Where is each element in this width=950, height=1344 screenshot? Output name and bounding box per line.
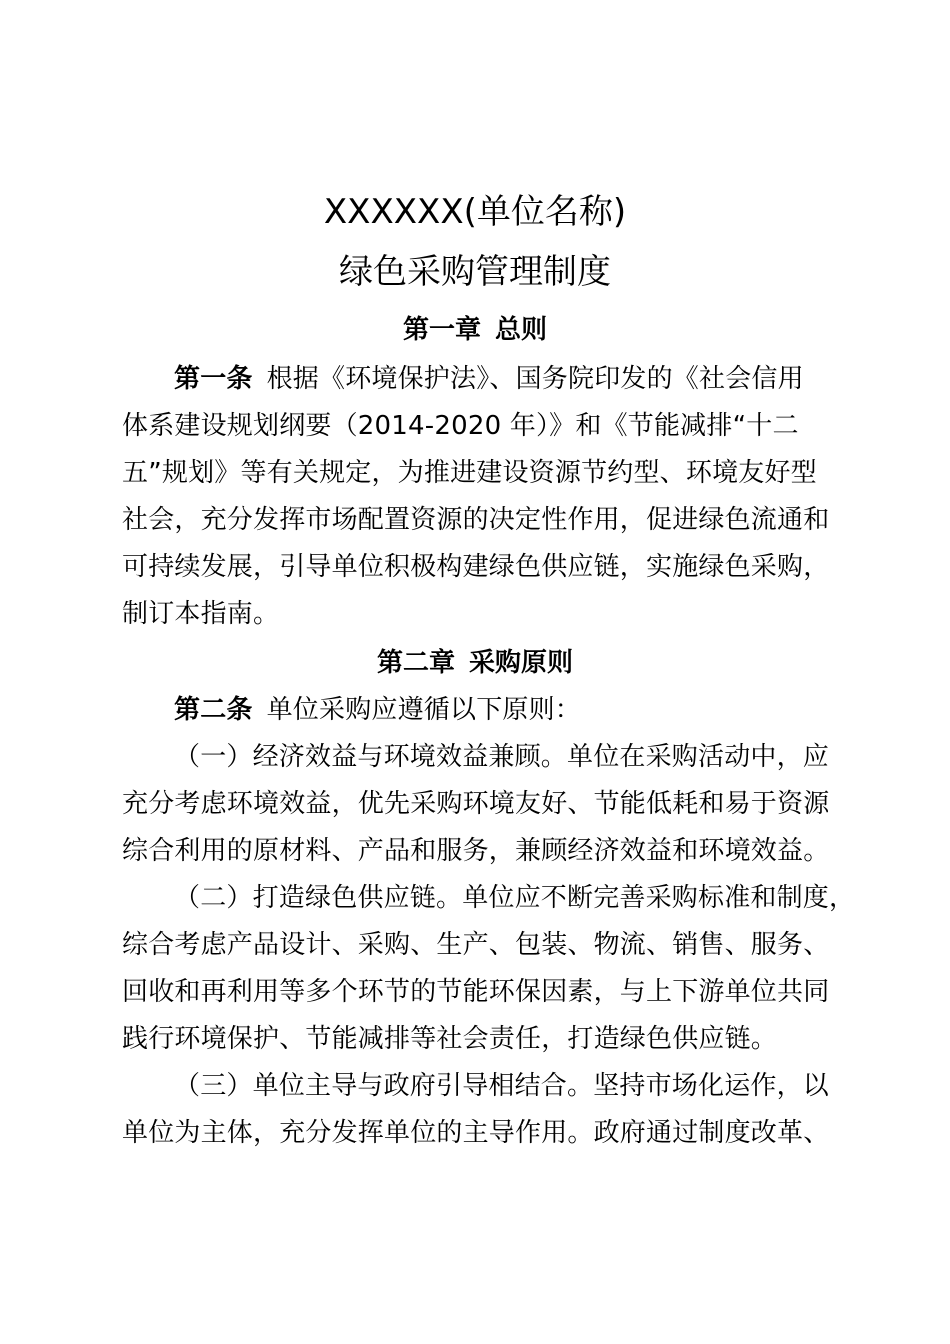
article-1-text: 根据《环境保护法》、国务院印发的《社会信用 bbox=[266, 364, 804, 394]
paragraph-line: 社会，充分发挥市场配置资源的决定性作用，促进绿色流通和 bbox=[122, 505, 830, 535]
chapter-1-number: 第一章 bbox=[402, 315, 481, 345]
article-2-line bbox=[174, 690, 894, 730]
principle-2-line: （二）打造绿色供应链。单位应不断完善采购标准和制度， bbox=[174, 883, 856, 913]
paragraph-line: 践行环境保护、节能减排等社会责任，打造绿色供应链。 bbox=[122, 1024, 778, 1054]
article-1-line-1 bbox=[174, 359, 894, 399]
paragraph-line: 制订本指南。 bbox=[122, 599, 280, 629]
chapter-1-heading bbox=[0, 310, 950, 350]
paragraph-line: 回收和再利用等多个环节的节能环保因素，与上下游单位共同 bbox=[122, 977, 830, 1007]
article-2-text: 单位采购应遵循以下原则： bbox=[266, 695, 582, 725]
paragraph-line: 五”规划》等有关规定，为推进建设资源节约型、环境友好型 bbox=[122, 458, 817, 488]
principle-1-line: （一）经济效益与环境效益兼顾。单位在采购活动中，应 bbox=[174, 742, 830, 772]
paragraph-line: 单位为主体，充分发挥单位的主导作用。政府通过制度改革、 bbox=[122, 1118, 830, 1148]
chapter-2-number: 第二章 bbox=[376, 648, 455, 678]
chapter-1-name: 总则 bbox=[495, 315, 548, 345]
principle-3-line: （三）单位主导与政府引导相结合。坚持市场化运作，以 bbox=[174, 1071, 830, 1101]
document-title-line1: XXXXXX(单位名称) bbox=[323, 192, 627, 232]
paragraph-line: 体系建设规划纲要（2014-2020 年）》和《节能减排“十二 bbox=[122, 411, 799, 441]
document-title-line2: 绿色采购管理制度 bbox=[339, 252, 611, 292]
paragraph-line: 综合利用的原材料、产品和服务，兼顾经济效益和环境效益。 bbox=[122, 836, 830, 866]
chapter-2-name: 采购原则 bbox=[469, 648, 574, 678]
article-1-label: 第一条 bbox=[174, 364, 253, 394]
paragraph-line: 可持续发展，引导单位积极构建绿色供应链，实施绿色采购， bbox=[122, 552, 830, 582]
chapter-2-heading bbox=[0, 643, 950, 683]
article-2-label: 第二条 bbox=[174, 695, 253, 725]
paragraph-line: 综合考虑产品设计、采购、生产、包装、物流、销售、服务、 bbox=[122, 930, 830, 960]
paragraph-line: 充分考虑环境效益，优先采购环境友好、节能低耗和易于资源 bbox=[122, 789, 830, 819]
